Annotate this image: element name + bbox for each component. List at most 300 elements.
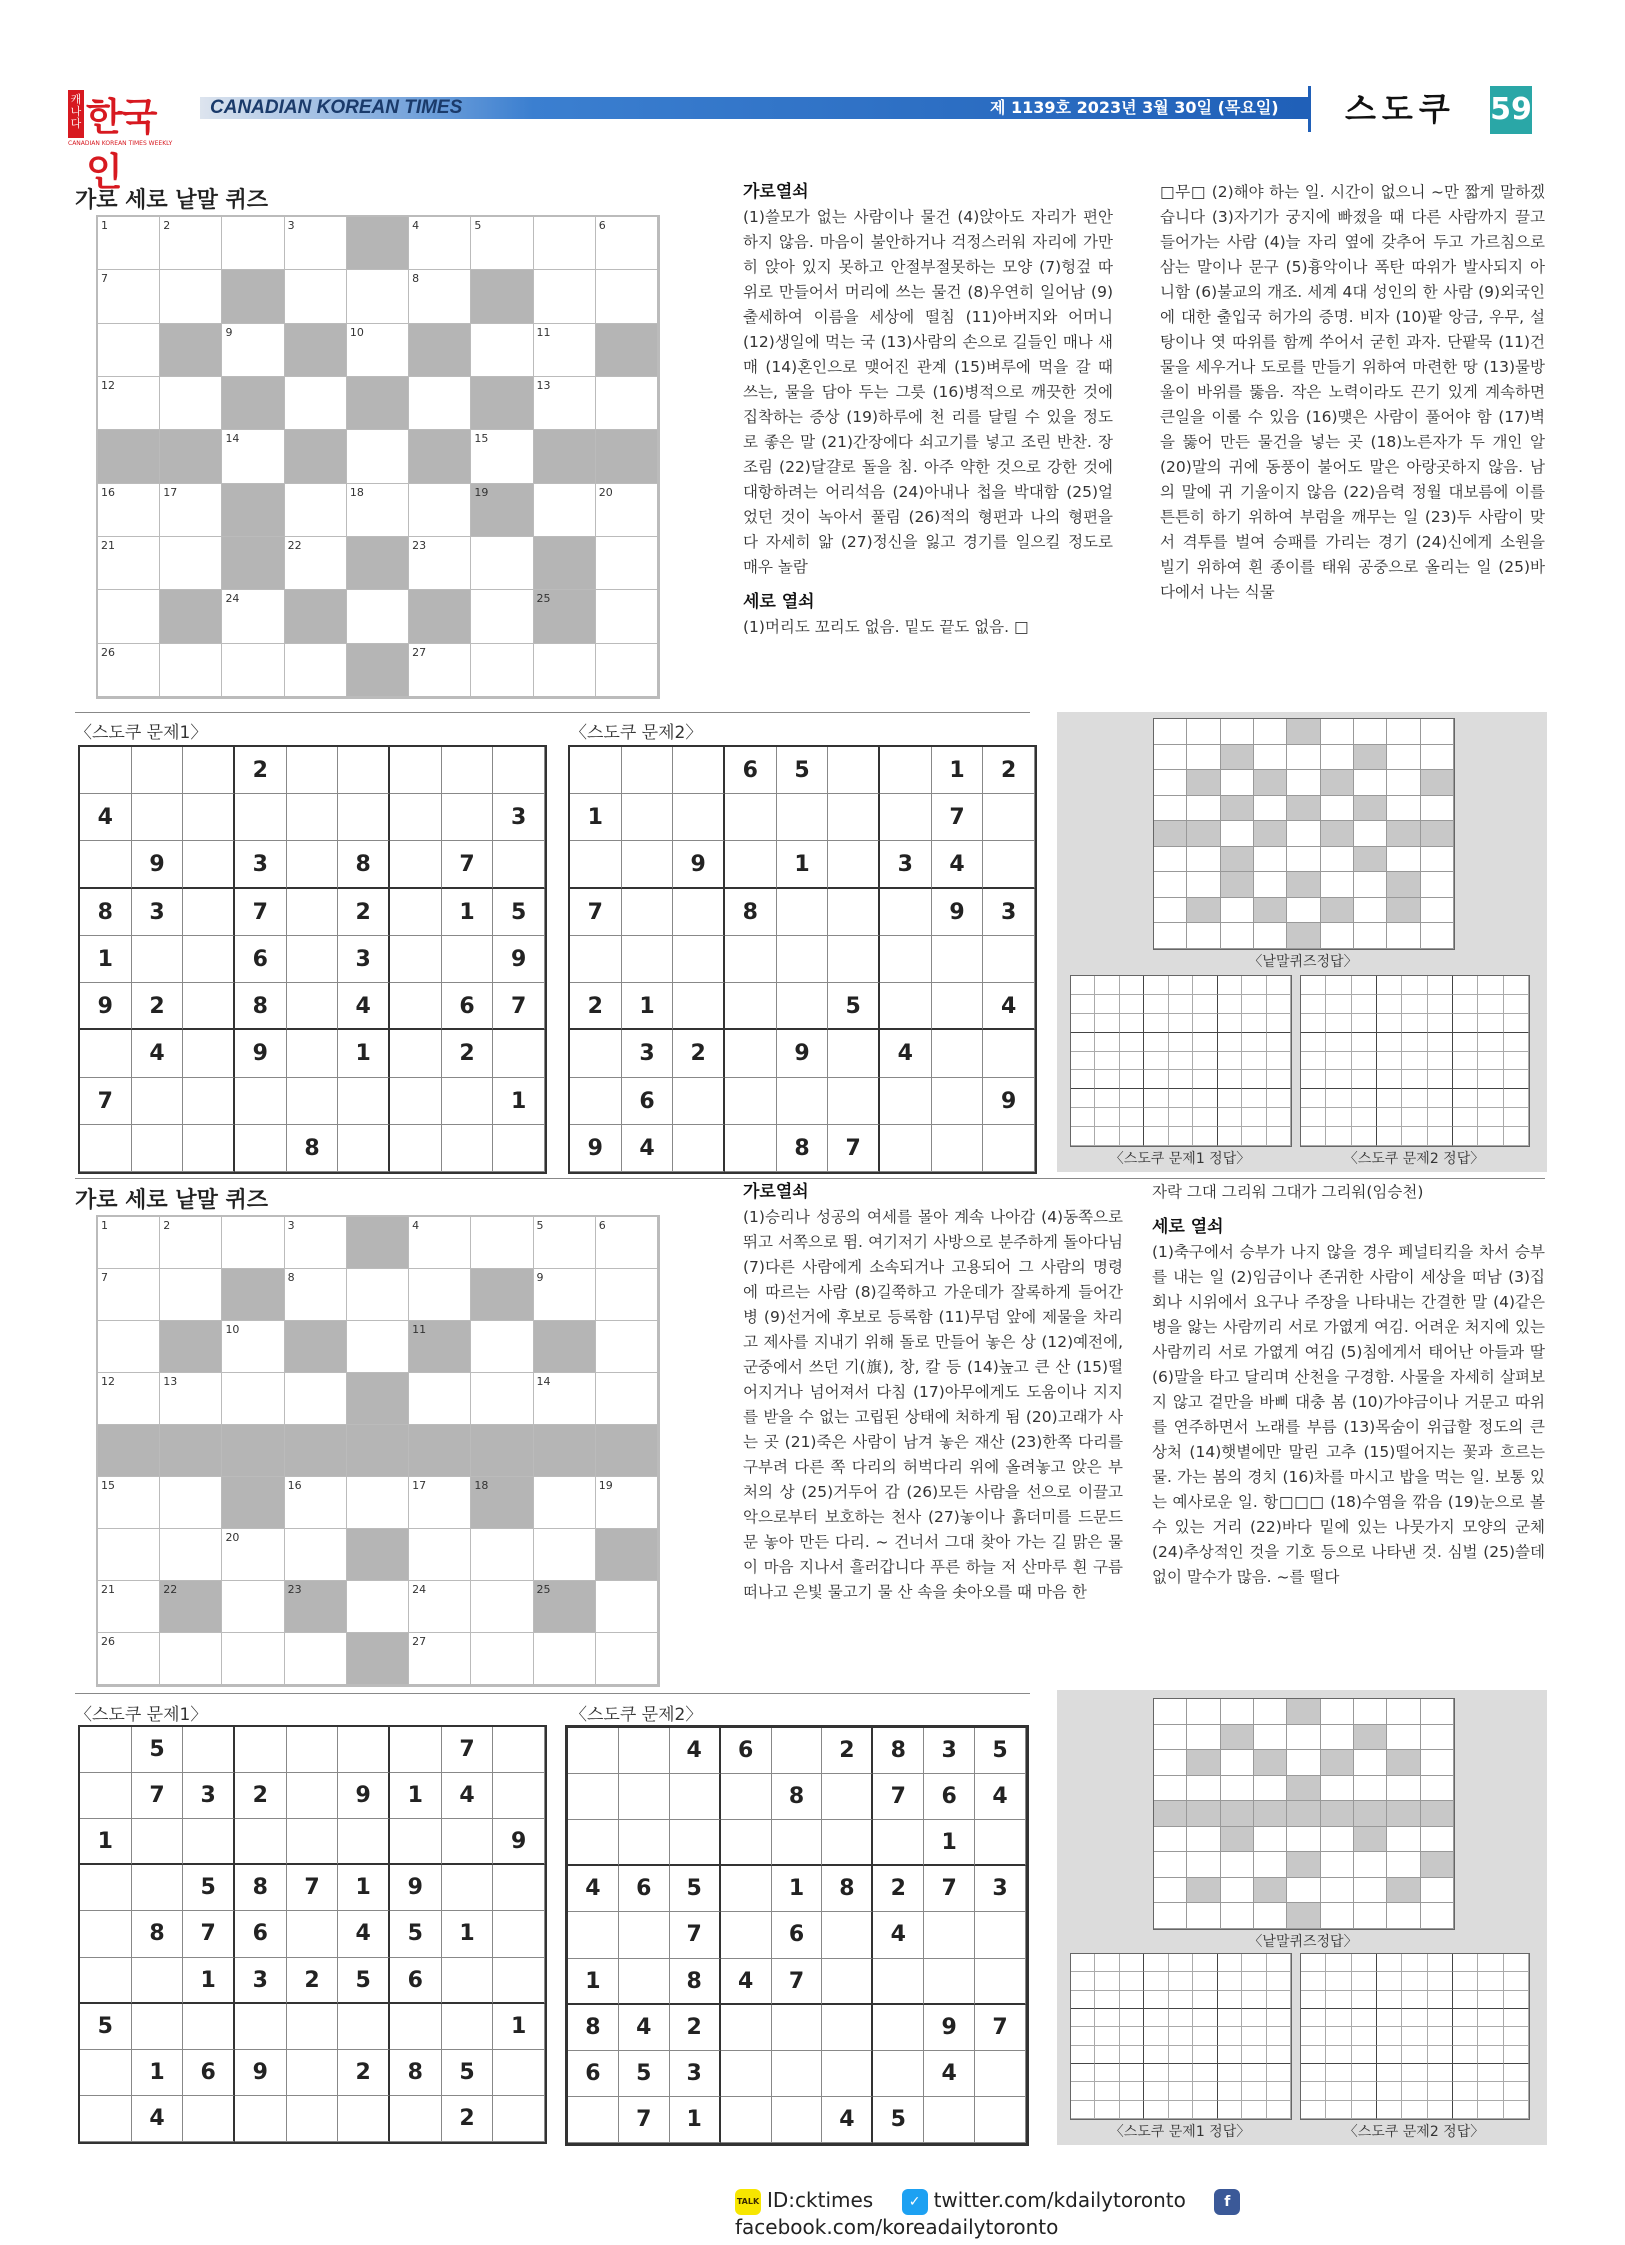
answer-cell <box>1478 1052 1503 1071</box>
crossword-cell <box>409 1529 471 1581</box>
sudoku-cell <box>493 1911 545 1957</box>
sudoku-cell <box>287 1078 339 1125</box>
crossword-cell <box>285 270 347 323</box>
answer-cell <box>1504 1972 1529 1990</box>
sudoku-cell <box>235 2096 287 2142</box>
sudoku-cell: 6 <box>568 2051 619 2097</box>
answer-cell <box>1095 2027 1119 2045</box>
answer-cell <box>1095 995 1119 1014</box>
answer-cell <box>1478 2027 1503 2045</box>
answer-cell <box>1402 2064 1427 2082</box>
across-clues-tail: 자락 그대 그리워 그대가 그리워(임승천) <box>1152 1183 1424 1201</box>
sudoku-label: 〈스도쿠 문제2〉 <box>570 723 703 743</box>
clue-number: 24 <box>412 1583 427 1596</box>
issue-date: 제 1139호 2023년 3월 30일 (목요일) <box>990 98 1279 117</box>
sudoku-cell <box>287 889 339 936</box>
answer-cell <box>1221 872 1254 898</box>
answer-cell <box>1453 1127 1478 1146</box>
answer-cell <box>1321 719 1354 745</box>
sudoku-cell <box>932 936 984 983</box>
answer-cell <box>1301 2046 1326 2064</box>
answer-cell <box>1095 976 1119 995</box>
crossword-cell <box>471 377 533 430</box>
answer-cell <box>1421 1776 1454 1802</box>
answer-cell <box>1421 719 1454 745</box>
answer-cell <box>1377 1972 1402 1990</box>
answer-cell <box>1377 1991 1402 2009</box>
answer-cell <box>1120 1070 1144 1089</box>
sudoku-cell: 5 <box>619 2051 670 2097</box>
sudoku-cell: 7 <box>235 889 287 936</box>
crossword-cell <box>409 430 471 483</box>
clue-number: 23 <box>287 1583 302 1596</box>
crossword-cell <box>347 1373 409 1425</box>
kakao-id[interactable]: ID:cktimes <box>767 2188 874 2212</box>
answer-cell <box>1421 1801 1454 1827</box>
crossword-cell <box>98 1217 160 1269</box>
sudoku-cell: 9 <box>570 1125 622 1172</box>
sudoku-cell <box>80 1125 132 1172</box>
answer-cell <box>1254 898 1287 924</box>
answer-cell <box>1221 821 1254 847</box>
answer-cell <box>1352 1991 1377 2009</box>
sudoku-cell: 5 <box>493 889 545 936</box>
twitter-link[interactable]: twitter.com/kdailytoronto <box>933 2188 1186 2212</box>
sudoku-cell: 1 <box>442 1911 494 1957</box>
answer-cell <box>1242 1972 1266 1990</box>
sudoku-cell: 9 <box>673 841 725 888</box>
crossword-cell <box>596 644 658 697</box>
answer-cell <box>1301 1127 1326 1146</box>
sudoku-cell <box>880 936 932 983</box>
clue-number: 25 <box>536 1583 551 1596</box>
answer-cell <box>1254 1725 1287 1751</box>
sudoku-cell: 7 <box>932 794 984 841</box>
answer-cell <box>1169 2027 1193 2045</box>
crossword-cell <box>534 1581 596 1633</box>
crossword-cell <box>285 1581 347 1633</box>
sudoku-cell <box>673 936 725 983</box>
answer-cell <box>1504 1991 1529 2009</box>
answer-cell <box>1218 2009 1242 2027</box>
sudoku-cell: 1 <box>132 2050 184 2096</box>
answer-cell <box>1169 2046 1193 2064</box>
crossword-cell <box>98 270 160 323</box>
answer-cell <box>1478 2064 1503 2082</box>
answer-cell <box>1120 1033 1144 1052</box>
sudoku-cell: 5 <box>828 983 880 1030</box>
answer-cell <box>1453 1014 1478 1033</box>
answer-cell <box>1326 1991 1351 2009</box>
answer-cell <box>1187 923 1220 949</box>
sudoku-cell <box>880 794 932 841</box>
crossword-cell <box>409 217 471 270</box>
answer-cell <box>1218 1070 1242 1089</box>
crossword-cell <box>222 1425 284 1477</box>
crossword-cell <box>409 324 471 377</box>
sudoku-cell <box>673 794 725 841</box>
sudoku-cell: 5 <box>442 2050 494 2096</box>
answer-cell <box>1301 1014 1326 1033</box>
crossword-cell <box>160 484 222 537</box>
answer-cell <box>1154 1878 1187 1904</box>
answer-cell <box>1326 2046 1351 2064</box>
clue-number: 23 <box>412 539 427 552</box>
crossword-cell <box>98 644 160 697</box>
crossword-cell <box>471 1633 533 1685</box>
sudoku-cell <box>132 747 184 794</box>
answer-cell <box>1187 1903 1220 1929</box>
sudoku-cell <box>568 1728 619 1774</box>
answer-cell <box>1193 2027 1217 2045</box>
answer-cell <box>1095 2046 1119 2064</box>
crossword-cell <box>471 644 533 697</box>
sudoku-cell: 6 <box>390 1958 442 2004</box>
sudoku-cell: 2 <box>442 1030 494 1077</box>
crossword-cell <box>409 1373 471 1425</box>
answer-cell <box>1321 847 1354 873</box>
answer-cell <box>1169 2082 1193 2100</box>
sudoku-cell <box>390 2004 442 2050</box>
answer-cell <box>1169 1972 1193 1990</box>
answer-cell <box>1221 1776 1254 1802</box>
sudoku-cell <box>568 1912 619 1958</box>
answer-cell <box>1321 1827 1354 1853</box>
answer-cell <box>1478 1089 1503 1108</box>
sudoku-cell <box>183 1078 235 1125</box>
down-clues: (1)축구에서 승부가 나지 않을 경우 페널티킥을 차서 승부를 내는 일 (2)임금이나 존귀한 사람이 세상을 떠남 (3)집회나 시위에서 요구나 주장을 나타내는 간결한 말 (4)같은 병을 앓는 사람끼리 서로 가엾게 여김. 어려운 처지에 있는 사람끼리 서로 가엾게 여김 (5)침에게서 태어난 아들과 딸 (6)말을 타고 달리며 산천을 구경함. 사물을 자세히 살펴보지 않고 겉만을 바삐 대충 봄 (10)가야금이나 거문고 따위를 연주하면서 노래를 부름 (13)목숨이 위급할 정도의 큰 상처 (14)햇볕에만 말린 고추 (15)떨어지는 꽃과 흐르는 물. 가는 봄의 경치 (16)차를 마시고 밥을 먹는 일. 보통 있는 예사로운 일. 항□□□ (18)수염을 깎음 (19)눈으로 볼 수 있는 거리 (22)바다 밑에 있는 나뭇가지 모양의 군체 (24)추상적인 것을 기호 등으로 나타낸 것. 심벌 (25)쓸데없이 말수가 많음. ~를 떨다 <box>1152 1243 1545 1586</box>
sudoku-cell <box>235 1819 287 1865</box>
answer-cell <box>1154 923 1187 949</box>
answer-cell <box>1144 2082 1168 2100</box>
answer-cell <box>1169 1108 1193 1127</box>
answer-cell <box>1453 2027 1478 2045</box>
answer-cell <box>1287 770 1320 796</box>
facebook-link[interactable]: facebook.com/koreadailytoronto <box>735 2214 1059 2239</box>
section-rule <box>75 1178 1545 1179</box>
answer-cell <box>1254 1776 1287 1802</box>
sudoku-cell <box>777 936 829 983</box>
answer-cell <box>1154 770 1187 796</box>
crossword-cell <box>596 217 658 270</box>
crossword-cell <box>471 1321 533 1373</box>
footer-links <box>735 2188 1555 2239</box>
answer-cell <box>1242 2046 1266 2064</box>
crossword-cell <box>347 1477 409 1529</box>
answer-cell <box>1242 1070 1266 1089</box>
answer-cell <box>1071 1108 1095 1127</box>
answer-cell <box>1154 719 1187 745</box>
answer-cell <box>1321 796 1354 822</box>
answer-cell <box>1267 2064 1291 2082</box>
answer-cell <box>1221 1801 1254 1827</box>
clue-number: 1 <box>101 1219 108 1232</box>
crossword-cell <box>285 484 347 537</box>
sudoku-cell: 2 <box>442 2096 494 2142</box>
answer-cell <box>1187 1725 1220 1751</box>
answer-cell <box>1120 1052 1144 1071</box>
crossword-cell <box>222 217 284 270</box>
answer-cell <box>1154 872 1187 898</box>
clue-number: 14 <box>536 1375 551 1388</box>
crossword-cell <box>596 1633 658 1685</box>
sudoku-cell <box>777 889 829 936</box>
sudoku-cell <box>924 1959 975 2005</box>
answer-cell <box>1169 1070 1193 1089</box>
answer-cell <box>1428 1991 1453 2009</box>
answer-cell <box>1144 1991 1168 2009</box>
sudoku-cell <box>570 936 622 983</box>
answer-cell <box>1071 2064 1095 2082</box>
sudoku-cell: 3 <box>975 1866 1026 1912</box>
answer-cell <box>1352 995 1377 1014</box>
crossword-cell <box>534 484 596 537</box>
answer-cell <box>1321 923 1354 949</box>
sudoku-cell <box>287 794 339 841</box>
crossword-cell <box>98 1477 160 1529</box>
sudoku-cell <box>673 983 725 1030</box>
sudoku-cell <box>568 1774 619 1820</box>
answer-cell <box>1242 2064 1266 2082</box>
sudoku-cell <box>772 2097 823 2143</box>
crossword-cell <box>534 324 596 377</box>
clue-number: 8 <box>412 272 420 286</box>
answer-cell <box>1144 1014 1168 1033</box>
crossword-answer-caption: 〈낱말퀴즈정답〉 <box>1248 954 1358 970</box>
sudoku-cell <box>725 841 777 888</box>
sudoku-cell <box>828 889 880 936</box>
sudoku-cell: 9 <box>235 2050 287 2096</box>
crossword-cell <box>596 377 658 430</box>
answer-cell <box>1187 1852 1220 1878</box>
answer-cell <box>1120 1014 1144 1033</box>
answer-cell <box>1221 1699 1254 1725</box>
crossword-cell <box>534 644 596 697</box>
answer-cell <box>1301 2064 1326 2082</box>
answer-cell <box>1254 796 1287 822</box>
sudoku-cell: 3 <box>493 794 545 841</box>
clue-number: 24 <box>225 592 240 606</box>
sudoku-cell: 8 <box>670 1959 721 2005</box>
answer-cell <box>1095 1033 1119 1052</box>
answer-cell <box>1144 1972 1168 1990</box>
sudoku-cell <box>932 1125 984 1172</box>
sudoku-cell <box>80 1030 132 1077</box>
answer-cell <box>1218 995 1242 1014</box>
crossword-cell <box>534 1269 596 1321</box>
sudoku-cell <box>80 1865 132 1911</box>
sudoku-cell <box>493 1727 545 1773</box>
crossword-cell <box>409 1425 471 1477</box>
answer-cell <box>1120 2046 1144 2064</box>
crossword-cell <box>222 484 284 537</box>
answer-cell <box>1428 2064 1453 2082</box>
sudoku-cell: 4 <box>670 1728 721 1774</box>
answer-cell <box>1169 2009 1193 2027</box>
page-number: 59 <box>1490 86 1532 134</box>
answer-cell <box>1352 1954 1377 1972</box>
crossword-cell <box>596 430 658 483</box>
answer-cell <box>1267 976 1291 995</box>
sudoku-cell <box>338 1125 390 1172</box>
sudoku-cell: 1 <box>183 1958 235 2004</box>
sudoku-cell: 3 <box>670 2051 721 2097</box>
sudoku-cell <box>493 2096 545 2142</box>
answer-cell <box>1095 2082 1119 2100</box>
clue-number: 20 <box>225 1531 240 1544</box>
crossword-cell <box>471 1425 533 1477</box>
answer-cell <box>1428 2082 1453 2100</box>
crossword-cell <box>98 484 160 537</box>
crossword-cell <box>596 1425 658 1477</box>
sudoku-cell: 7 <box>873 1774 924 1820</box>
answer-cell <box>1242 1127 1266 1146</box>
answer-cell <box>1095 1070 1119 1089</box>
clue-number: 1 <box>101 219 108 232</box>
answer-cell <box>1453 1991 1478 2009</box>
crossword-cell <box>98 590 160 643</box>
logo-subtitle: CANADIAN KOREAN TIMES WEEKLY <box>68 140 173 147</box>
clue-number: 19 <box>598 1479 613 1492</box>
sudoku-cell: 2 <box>822 1728 873 1774</box>
answer-cell <box>1144 976 1168 995</box>
sudoku-cell <box>80 1958 132 2004</box>
sudoku-cell <box>828 841 880 888</box>
sudoku-cell: 8 <box>772 1774 823 1820</box>
sudoku-cell <box>183 747 235 794</box>
answer-cell <box>1218 2046 1242 2064</box>
answer-cell <box>1144 1089 1168 1108</box>
answer-cell <box>1242 1991 1266 2009</box>
sudoku-cell: 7 <box>924 1866 975 1912</box>
answer-cell <box>1218 2027 1242 2045</box>
crossword-cell <box>347 270 409 323</box>
sudoku-cell <box>287 2050 339 2096</box>
sudoku-cell <box>828 1078 880 1125</box>
answer-cell <box>1187 719 1220 745</box>
answer-cell <box>1120 2009 1144 2027</box>
answer-cell <box>1193 2101 1217 2119</box>
crossword-cell <box>98 324 160 377</box>
sudoku-cell <box>568 1820 619 1866</box>
answer-cell <box>1354 719 1387 745</box>
sudoku-cell: 2 <box>235 747 287 794</box>
answer-cell <box>1354 821 1387 847</box>
answer-cell <box>1095 1052 1119 1071</box>
answer-cell <box>1254 770 1287 796</box>
answer-cell <box>1354 898 1387 924</box>
sudoku-cell: 7 <box>132 1773 184 1819</box>
answer-cell <box>1377 2046 1402 2064</box>
answer-cell <box>1193 1014 1217 1033</box>
sudoku-cell: 6 <box>619 1866 670 1912</box>
sudoku-cell <box>777 1078 829 1125</box>
answer-cell <box>1095 1972 1119 1990</box>
answer-cell <box>1154 796 1187 822</box>
sudoku-cell: 4 <box>932 841 984 888</box>
crossword-cell <box>160 537 222 590</box>
clue-number: 17 <box>163 485 178 499</box>
crossword-cell <box>160 430 222 483</box>
answer-cell <box>1428 995 1453 1014</box>
sudoku-cell <box>619 1728 670 1774</box>
answer-cell <box>1377 1070 1402 1089</box>
answer-cell <box>1221 923 1254 949</box>
sudoku-cell <box>80 2050 132 2096</box>
crossword-cell <box>222 1581 284 1633</box>
clue-number: 21 <box>101 539 115 552</box>
answer-cell <box>1478 2101 1503 2119</box>
sudoku-cell: 9 <box>493 936 545 983</box>
sudoku-cell: 8 <box>568 2005 619 2051</box>
sudoku-cell <box>493 1773 545 1819</box>
sudoku-cell <box>932 1030 984 1077</box>
answer-cell <box>1428 1954 1453 1972</box>
answer-cell <box>1071 2101 1095 2119</box>
answer-cell <box>1402 1014 1427 1033</box>
answer-cell <box>1402 1070 1427 1089</box>
clue-number: 11 <box>536 325 551 339</box>
header-divider <box>1308 86 1311 132</box>
answer-cell <box>1287 872 1320 898</box>
answer-cell <box>1387 796 1420 822</box>
twitter-icon: ✓ <box>902 2189 928 2215</box>
crossword-cell <box>160 1217 222 1269</box>
answer-cell <box>1221 847 1254 873</box>
answer-cell <box>1352 2046 1377 2064</box>
answer-cell <box>1478 995 1503 1014</box>
crossword-clues-down <box>1160 180 1545 605</box>
clue-number: 27 <box>412 1635 427 1648</box>
answer-cell <box>1193 2064 1217 2082</box>
sudoku-cell <box>183 841 235 888</box>
sudoku-cell: 4 <box>975 1774 1026 1820</box>
sudoku-answer-caption: 〈스도쿠 문제2 정답〉 <box>1343 2124 1485 2140</box>
crossword-cell <box>98 1529 160 1581</box>
answer-cell <box>1354 1852 1387 1878</box>
answer-cell <box>1428 2101 1453 2119</box>
sudoku-cell: 1 <box>80 936 132 983</box>
sudoku-cell <box>390 1125 442 1172</box>
sudoku-answer-caption: 〈스도쿠 문제1 정답〉 <box>1109 2124 1251 2140</box>
sudoku-cell <box>673 1078 725 1125</box>
crossword-cell <box>98 430 160 483</box>
answer-cell <box>1301 2101 1326 2119</box>
sudoku-cell: 6 <box>622 1078 674 1125</box>
answer-cell <box>1187 1878 1220 1904</box>
sudoku-cell <box>673 747 725 794</box>
answer-cell <box>1326 1089 1351 1108</box>
answer-cell <box>1478 1070 1503 1089</box>
sudoku-cell: 4 <box>338 1911 390 1957</box>
answer-cell <box>1504 976 1529 995</box>
clue-number: 3 <box>287 219 295 232</box>
sudoku-cell: 8 <box>287 1125 339 1172</box>
answer-cell <box>1428 1127 1453 1146</box>
sudoku-cell <box>287 1773 339 1819</box>
sudoku-cell <box>287 841 339 888</box>
crossword-cell <box>222 1633 284 1685</box>
answer-cell <box>1402 2009 1427 2027</box>
sudoku-cell: 2 <box>132 983 184 1030</box>
sudoku-cell: 9 <box>338 1773 390 1819</box>
answer-cell <box>1428 1014 1453 1033</box>
answer-cell <box>1387 1699 1420 1725</box>
answer-cell <box>1387 719 1420 745</box>
sudoku-cell <box>80 2096 132 2142</box>
answer-cell <box>1120 995 1144 1014</box>
answer-cell <box>1326 1052 1351 1071</box>
